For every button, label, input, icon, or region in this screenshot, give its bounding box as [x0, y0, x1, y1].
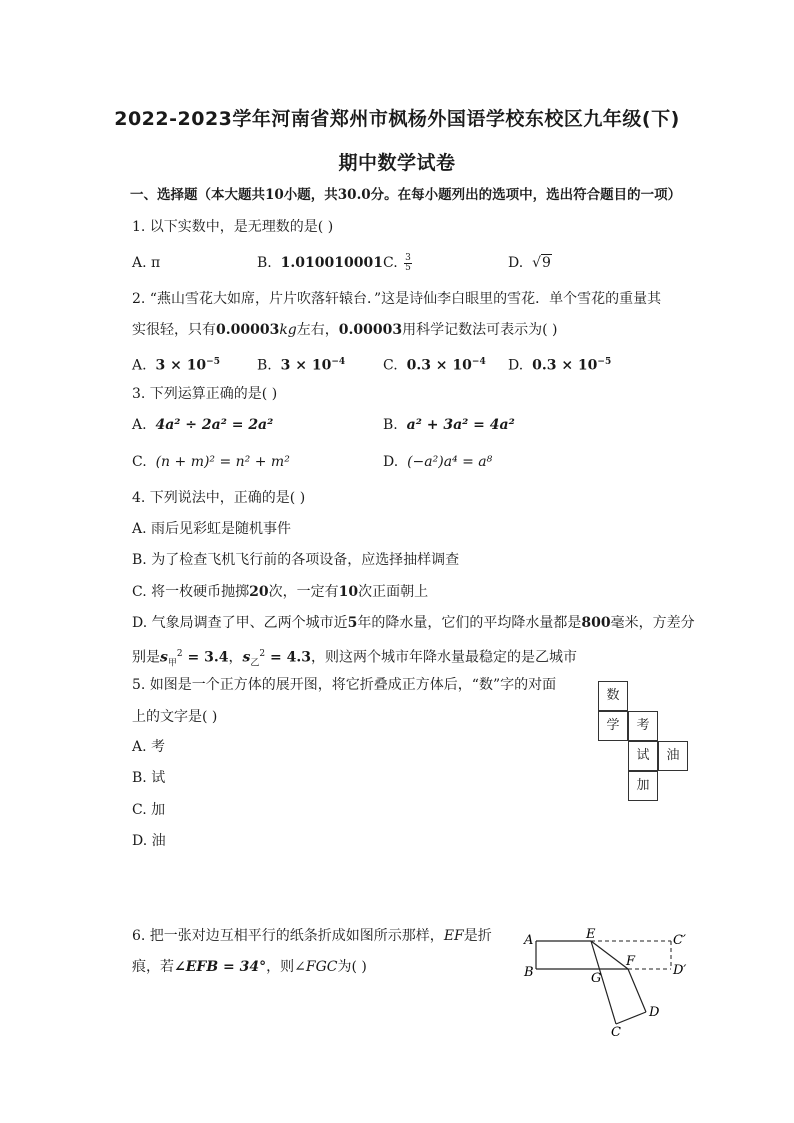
cube-net-figure — [598, 681, 690, 801]
net-cell-2: 学 — [598, 711, 628, 741]
net-cell-6: 加 — [628, 771, 658, 801]
net-cell-1: 数 — [598, 681, 628, 711]
q6-stem-line-2: 痕，若∠EFB = 34°，则∠FGC为( ) — [132, 959, 367, 975]
q1-option-b[interactable]: B. 1.010010001 — [257, 255, 383, 271]
q4-option-b[interactable]: B. 为了检查飞机飞行前的各项设备，应选择抽样调查 — [132, 552, 460, 568]
q5-stem-line-1: 5. 如图是一个正方体的展开图，将它折叠成正方体后，“数”字的对面 — [132, 677, 557, 693]
folded-strip-figure — [516, 926, 696, 1038]
q3-option-d[interactable]: D. (−a²)a⁴ = a⁸ — [383, 454, 493, 470]
q1-option-c[interactable]: C. $\frac{3}{5}$ — [383, 252, 411, 273]
edge-cd — [616, 1012, 646, 1024]
q4-option-d-line-2: 别是$s_甲^2 = 3.4$，$s_乙^2 = 4.3$，则这两个城市年降水量最稳定的是乙城市 — [132, 649, 577, 669]
net-cell-4: 试 — [628, 741, 658, 771]
q5-option-c[interactable]: C. 加 — [132, 802, 166, 818]
exam-title-line-2: 期中数学试卷 — [338, 152, 456, 174]
q5-stem-line-2: 上的文字是( ) — [132, 709, 218, 725]
label-d: D — [649, 1005, 660, 1020]
net-cell-3: 考 — [628, 711, 658, 741]
q5-option-b[interactable]: B. 试 — [132, 770, 166, 786]
label-c-prime: C′ — [673, 933, 686, 948]
label-g: G — [591, 971, 602, 986]
sqrt-symbol: √9 — [532, 255, 551, 271]
q1-option-d[interactable]: D. √9 — [508, 255, 551, 271]
q2-option-d[interactable]: D. $0.3 \times 10^{-5}$ — [508, 357, 612, 374]
q6-stem-line-1: 6. 把一张对边互相平行的纸条折成如图所示那样，EF是折 — [132, 928, 492, 944]
q2-option-a[interactable]: A. $3 \times 10^{-5}$ — [132, 357, 220, 374]
label-a: A — [524, 933, 534, 948]
label-e: E — [586, 927, 596, 942]
label-f: F — [626, 954, 636, 969]
q2-option-c[interactable]: C. $0.3 \times 10^{-4}$ — [383, 357, 486, 374]
q4-stem: 4. 下列说法中，正确的是( ) — [132, 490, 306, 506]
fold-line-ef — [591, 941, 628, 969]
q4-option-d[interactable]: D. 气象局调查了甲、乙两个城市近5年的降水量，它们的平均降水量都是800毫米，方差分 — [132, 615, 695, 631]
q2-stem-line-2: 实很轻，只有0.00003kg左右，0.00003用科学记数法可表示为( ) — [132, 322, 558, 338]
net-cell-5: 油 — [658, 741, 688, 771]
section-heading: 一、选择题（本大题共10小题，共30.0分。在每小题列出的选项中，选出符合题目的一项） — [130, 187, 682, 203]
q4-option-a[interactable]: A. 雨后见彩虹是随机事件 — [132, 521, 292, 537]
q4-option-c[interactable]: C. 将一枚硬币抛掷20次，一定有10次正面朝上 — [132, 584, 429, 600]
q3-option-a[interactable]: A. 4a² ÷ 2a² = 2a² — [132, 417, 274, 433]
q5-option-d[interactable]: D. 油 — [132, 833, 166, 849]
q3-option-b[interactable]: B. a² + 3a² = 4a² — [383, 417, 515, 433]
label-c: C — [611, 1025, 621, 1038]
q5-option-a[interactable]: A. 考 — [132, 739, 166, 755]
q2-option-b[interactable]: B. $3 \times 10^{-4}$ — [257, 357, 346, 374]
q1-stem: 1. 以下实数中，是无理数的是( ) — [132, 219, 334, 235]
exam-title-line-1: 2022-2023学年河南省郑州市枫杨外国语学校东校区九年级(下) — [114, 108, 680, 130]
label-b: B — [524, 965, 534, 980]
label-d-prime: D′ — [673, 963, 687, 978]
q2-stem-line-1: 2. “燕山雪花大如席，片片吹落轩辕台．”这是诗仙李白眼里的雪花．单个雪花的重量其 — [132, 291, 662, 307]
q1-option-a[interactable]: A. π — [132, 255, 161, 271]
fraction: $\frac{3}{5}$ — [405, 252, 411, 273]
q3-option-c[interactable]: C. (n + m)² = n² + m² — [132, 454, 290, 470]
q3-stem: 3. 下列运算正确的是( ) — [132, 386, 278, 402]
edge-fd — [628, 969, 646, 1012]
